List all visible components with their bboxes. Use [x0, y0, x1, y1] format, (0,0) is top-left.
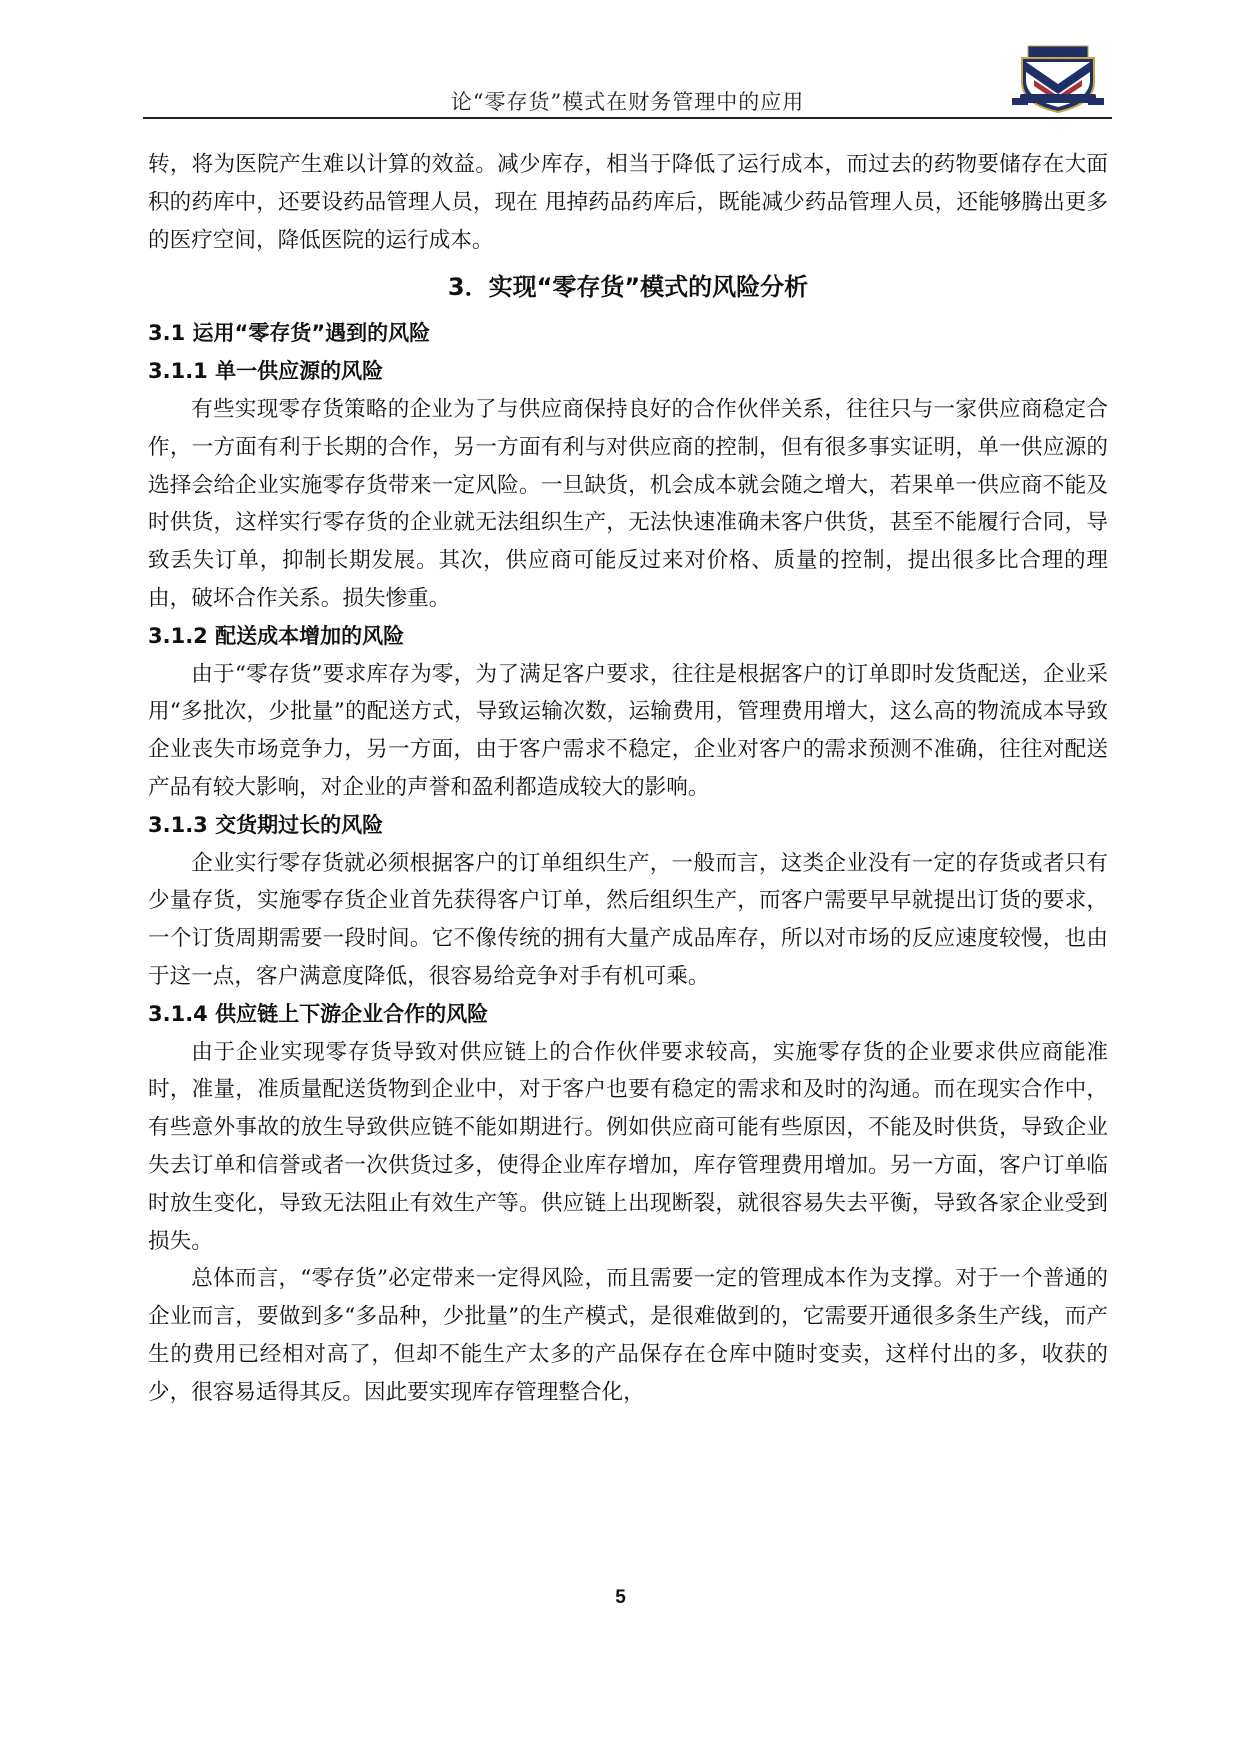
subsection-heading-3-1-1: 3.1.1 单一供应源的风险 — [148, 359, 384, 384]
subsection-heading-3-1: 3.1 运用“零存货”遇到的风险 — [148, 321, 431, 346]
page-header — [143, 68, 1112, 120]
header-title: 论“零存货”模式在财务管理中的应用 — [450, 90, 805, 114]
paragraph-summary: 总体而言，“零存货”必定带来一定得风险，而且需要一定的管理成本作为支撑。对于一个普通的企业而言，要做到多“多品种，少批量”的生产模式，是很难做到的，它需要开通很多条生产线，而产生的费用已经相对高了，但却不能生产太多的产品保存在仓库中随时变卖，这样付出的多，收获的少，很容易适得其反。因此要实现库存管理整合化， — [148, 1266, 1108, 1405]
paragraph-intro: 转，将为医院产生难以计算的效益。减少库存，相当于降低了运行成本，而过去的药物要储存在大面积的药库中，还要设药品管理人员，现在 甩掉药品药库后，既能减少药品管理人员，还能够腾出更多的医疗空间，降低医院的运行成本。 — [148, 152, 1108, 253]
subsection-heading-3-1-4: 3.1.4 供应链上下游企业合作的风险 — [148, 1001, 489, 1026]
subsection-heading-3-1-3: 3.1.3 交货期过长的风险 — [148, 812, 384, 837]
university-crest-logo — [1012, 44, 1104, 114]
section-heading: 3．实现“零存货”模式的风险分析 — [447, 273, 809, 302]
paragraph-3-1-2: 由于“零存货”要求库存为零，为了满足客户要求，往往是根据客户的订单即时发货配送，企业采用“多批次，少批量”的配送方式，导致运输次数，运输费用，管理费用增大，这么高的物流成本导致企业丧失市场竞争力，另一方面，由于客户需求不稳定，企业对客户的需求预测不准确，往往对配送产品有较大影响，对企业的声誉和盈利都造成较大的影响。 — [148, 661, 1108, 800]
page-number: 5 — [615, 1587, 626, 1608]
document-body — [148, 146, 1108, 1412]
paragraph-3-1-3: 企业实行零存货就必须根据客户的订单组织生产，一般而言，这类企业没有一定的存货或者只有少量存货，实施零存货企业首先获得客户订单，然后组织生产，而客户需要早早就提出订货的要求，一个订货周期需要一段时间。它不像传统的拥有大量产成品库存，所以对市场的反应速度较慢，也由于这一点，客户满意度降低，很容易给竞争对手有机可乘。 — [148, 850, 1108, 989]
header-rule — [143, 117, 1112, 119]
subsection-heading-3-1-2: 3.1.2 配送成本增加的风险 — [148, 623, 405, 648]
paragraph-3-1-4: 由于企业实现零存货导致对供应链上的合作伙伴要求较高，实施零存货的企业要求供应商能准时，准量，准质量配送货物到企业中，对于客户也要有稳定的需求和及时的沟通。而在现实合作中，有些意外事故的放生导致供应链不能如期进行。例如供应商可能有些原因，不能及时供货，导致企业失去订单和信誉或者一次供货过多，使得企业库存增加，库存管理费用增加。另一方面，客户订单临时放生变化，导致无法阻止有效生产等。供应链上出现断裂，就很容易失去平衡，导致各家企业受到损失。 — [148, 1039, 1108, 1254]
paragraph-3-1-1: 有些实现零存货策略的企业为了与供应商保持良好的合作伙伴关系，往往只与一家供应商稳定合作，一方面有利于长期的合作，另一方面有利与对供应商的控制，但有很多事实证明，单一供应源的选择会给企业实施零存货带来一定风险。一旦缺货，机会成本就会随之增大，若果单一供应商不能及时供货，这样实行零存货的企业就无法组织生产，无法快速准确未客户供货，甚至不能履行合同，导致丢失订单，抑制长期发展。其次，供应商可能反过来对价格、质量的控制，提出很多比合理的理由，破坏合作关系。损失惨重。 — [148, 396, 1108, 611]
